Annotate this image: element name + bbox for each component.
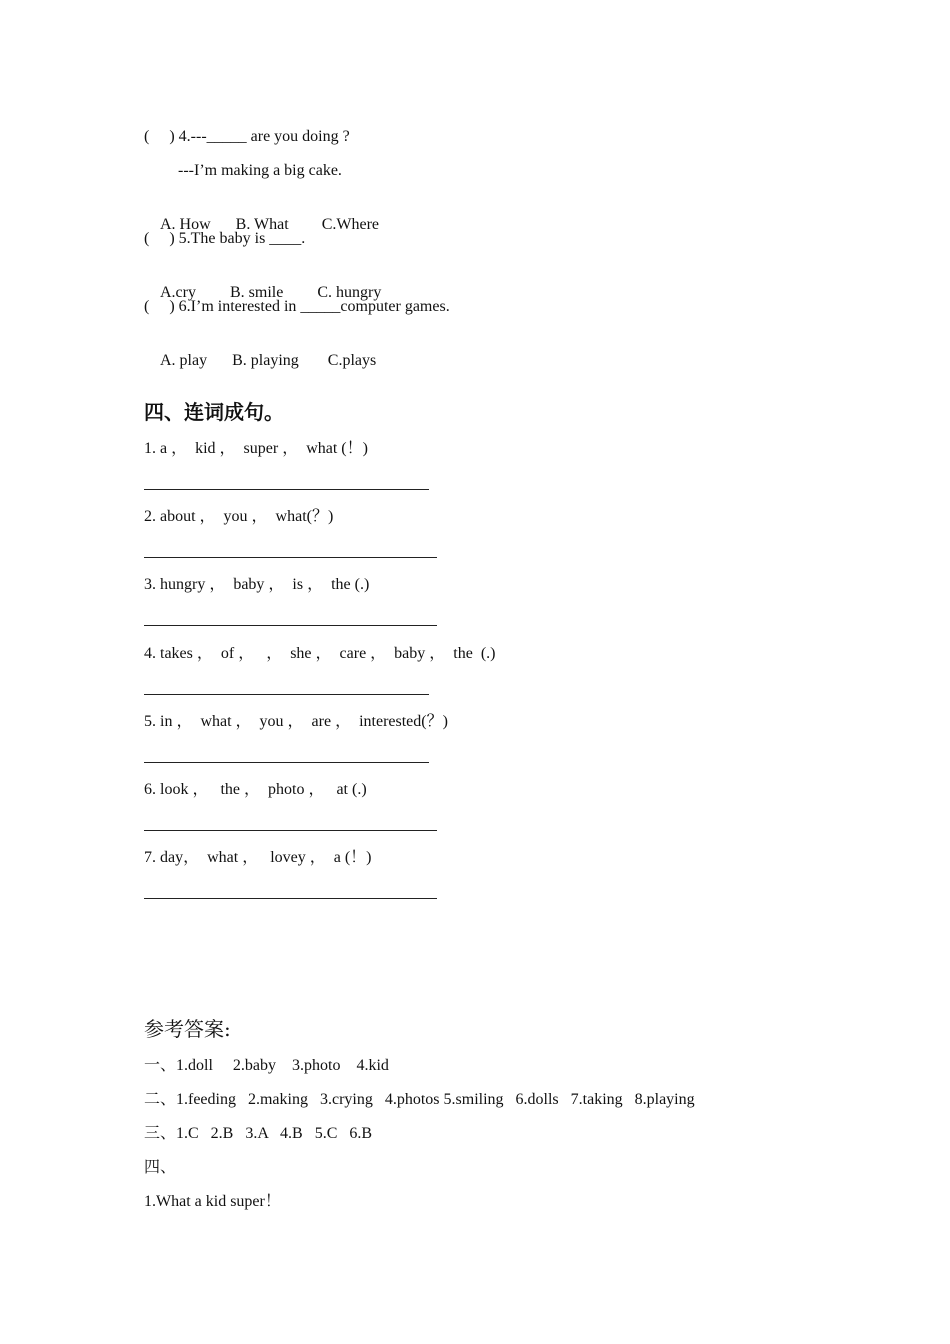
question-5-option-b: B. smile <box>229 284 284 301</box>
answer-line-2: 二、1.feeding 2.making 3.crying 4.photos 5.smiling 6.dolls 7.taking 8.playing <box>144 1091 695 1108</box>
answer-line-4: 四、 <box>144 1159 177 1176</box>
answer-line-5: 1.What a kid super！ <box>144 1193 281 1210</box>
question-5-option-c: C. hungry <box>317 284 382 301</box>
question-6-options <box>144 331 376 391</box>
reorder-item-3: 3. hungry ， baby ， is ， the (.) <box>144 576 370 593</box>
answer-line-1: 一、1.doll 2.baby 3.photo 4.kid <box>144 1057 389 1074</box>
question-4-option-b: B. What <box>235 216 289 233</box>
question-6-option-b: B. playing <box>232 352 299 369</box>
question-4-option-c: C.Where <box>321 216 380 233</box>
section-4-title: 四、连词成句。 <box>144 400 284 424</box>
reorder-item-2: 2. about ， you ， what(？) <box>144 508 334 525</box>
question-6-option-a: A. play <box>160 352 208 369</box>
answer-blank-6 <box>144 830 437 831</box>
reorder-item-6: 6. look ， the ， photo ， at (.) <box>144 781 367 798</box>
answer-blank-2 <box>144 557 437 558</box>
question-4-stem: ( ) 4.---_____ are you doing ? <box>144 128 350 145</box>
question-6-stem: ( ) 6.I’m interested in _____computer games. <box>144 298 450 315</box>
reorder-item-5: 5. in ， what ， you ， are ， interested(？) <box>144 713 448 730</box>
reorder-item-4: 4. takes ， of ， ， she ， care ， baby ， the (.) <box>144 645 496 662</box>
question-6-option-c: C.plays <box>327 352 377 369</box>
question-4-reply: ---I’m making a big cake. <box>178 162 342 179</box>
question-4-option-a: A. How <box>160 216 211 233</box>
answer-line-3: 三、1.C 2.B 3.A 4.B 5.C 6.B <box>144 1125 373 1142</box>
answer-blank-4 <box>144 694 429 695</box>
answer-key-title: 参考答案: <box>144 1017 231 1041</box>
reorder-item-1: 1. a ， kid ， super ， what (！) <box>144 440 368 457</box>
answer-blank-7 <box>144 898 437 899</box>
reorder-item-7: 7. day， what ， lovey ， a (！) <box>144 849 372 866</box>
answer-blank-1 <box>144 489 429 490</box>
answer-blank-5 <box>144 762 429 763</box>
question-5-stem: ( ) 5.The baby is ____. <box>144 230 306 247</box>
answer-blank-3 <box>144 625 437 626</box>
question-5-option-a: A.cry <box>160 284 196 301</box>
